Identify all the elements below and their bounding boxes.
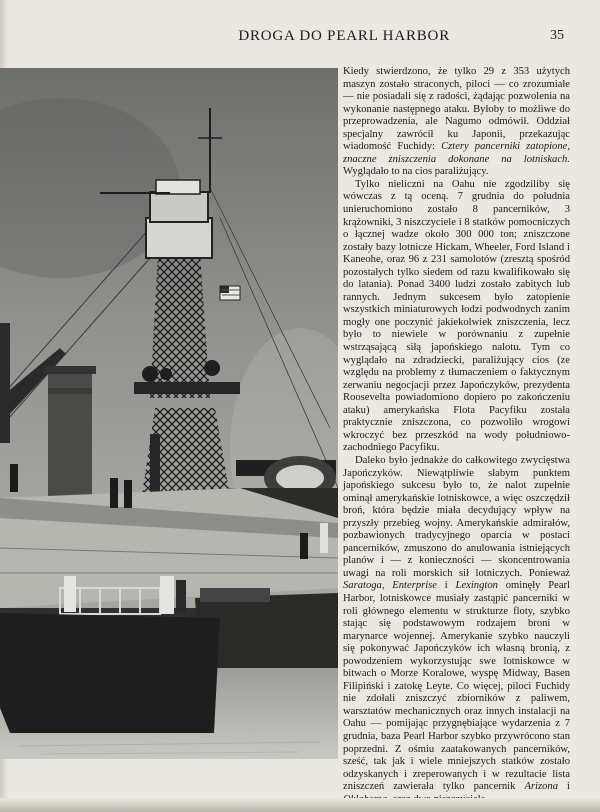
paragraph-3-text-c: i (437, 580, 456, 592)
paragraph-3-text-e: ominęły Pearl Harbor, lotniskowce musiały zastąpić pancerniki w roli głównego elementu w strukturze floty, szybko stając się podstawowym rodzajem broni w marynarce wojennej. Amerykanie szybko nauczyli się pokonywać Japończyków ich własną bronią, z powodzeniem wykorzystując swe lotniskowce w bitwach o Morze Koralowe, wyspę Midway, Basen Filipiński i zatokę Leyte. Co więcej, piloci Fuchidy nie zdołali zniszczyć zbiorników z paliwem, warsztatów mechanicznych oraz innych instalacji na Oahu — pomijając przygnębiające wydarzenia z 7 grudnia, baza Pearl Harbor szybko przywrócono stan poprzedni. Z ośmiu zaatakowanych pancerników, sześć, tak jak i wiele mniejszych statków zostało odzyskanych i zreperowanych i w rezultacie lista zniszczeń zawierała tylko pancernik (343, 580, 570, 793)
paragraph-1 (343, 66, 570, 179)
paragraph-3-ship-arizona: Arizona (524, 781, 559, 793)
article-text-column (343, 66, 571, 793)
page-header (0, 28, 600, 48)
paragraph-1-text-a: Kiedy stwierdzono, że tylko 29 z 353 użytych maszyn zostało straconych, piloci — co zrozumiałe — nie posiadali się z radości, żądając pozwolenia na wykonanie następnego ataku. Byłoby to możliwe do przeprowadzenia, ale Nagumo odmówił. Oddział specjalny zawrócił ku Japonii, przekazując wiadomość Fuchidy: (343, 66, 570, 153)
paragraph-1-text-c: Wyglądało to na cios paraliżujący. (343, 166, 489, 178)
paragraph-3-text-g: i (558, 781, 570, 793)
paragraph-3 (343, 455, 570, 806)
page-bottom-edge (0, 798, 600, 812)
paragraph-2: Tylko nieliczni na Oahu nie zgodziliby się wówczas z tą oceną. 7 grudnia do południa unieruchomiono zostało 8 pancerników, 3 krążowniki, 3 niszczyciele i 8 statków pomocniczych o łącznej wadze około 300 000 ton; zniszczone zostały bazy lotnicze Hickam, Wheeler, Ford Island i Kaneohe, oraz 96 z 231 samolotów (zresztą spośród pozostałych tylko siedem od razu kwalifikowało się do latania). Ponad 3400 ludzi zostało zabitych lub rannych. Jednym sukcesem było zatopienie wszystkich miniaturowych łodzi podwodnych zanim mogły one poczynić jakiekolwiek zniszczenia, lecz było to niewiele w porównaniu z zupełnie wstrząsającą siłą japońskiego nalotu. Tym co wyglądało na zdradziecki, paraliżujący cios (ze względu na problemy z tłumaczeniem o faktycznym zerwaniu negocjacji przez Japończyków, prezydenta Roosevelta powiadomiono dopiero po zakończeniu ataku) amerykańska Flota Pacyfiku została praktycznie zniszczona, co pozwoliło wrogowi wkroczyć bez przeszkód na wody południowo-zachodniego Pacyfiku. (343, 178, 570, 454)
paragraph-3-text-a: Daleko było jednakże do całkowitego zwycięstwa Japończyków. Niewątpliwie słabym punktem japońskiego sukcesu było to, że nalot zupełnie ominął amerykańskie lotniskowce, a więc oszczędził broń, która będzie miała decydujący wpływ na przyszły przebieg wojny. Amerykańskie admirałów, pozbawionych tradycyjnego oparcia w postaci pancerników, zmuszono do anulowania istniejących planów i — z konieczności — skoncentrowania uwagi na roli morskich sił lotniczych. Ponieważ (343, 454, 570, 579)
paragraph-3-ships-2: Lexington (455, 580, 498, 592)
paragraph-3-ships-1: Saratoga, Enterprise (343, 580, 438, 592)
photo-illustration (0, 68, 338, 759)
photograph-damaged-battleship (0, 68, 338, 759)
running-title: DROGA DO PEARL HARBOR (238, 28, 450, 44)
page-number: 35 (550, 28, 564, 43)
paragraph-1-quote: Cztery pancerniki zatopione, znaczne zniszczenia dokonane na lotniskach. (343, 141, 571, 165)
